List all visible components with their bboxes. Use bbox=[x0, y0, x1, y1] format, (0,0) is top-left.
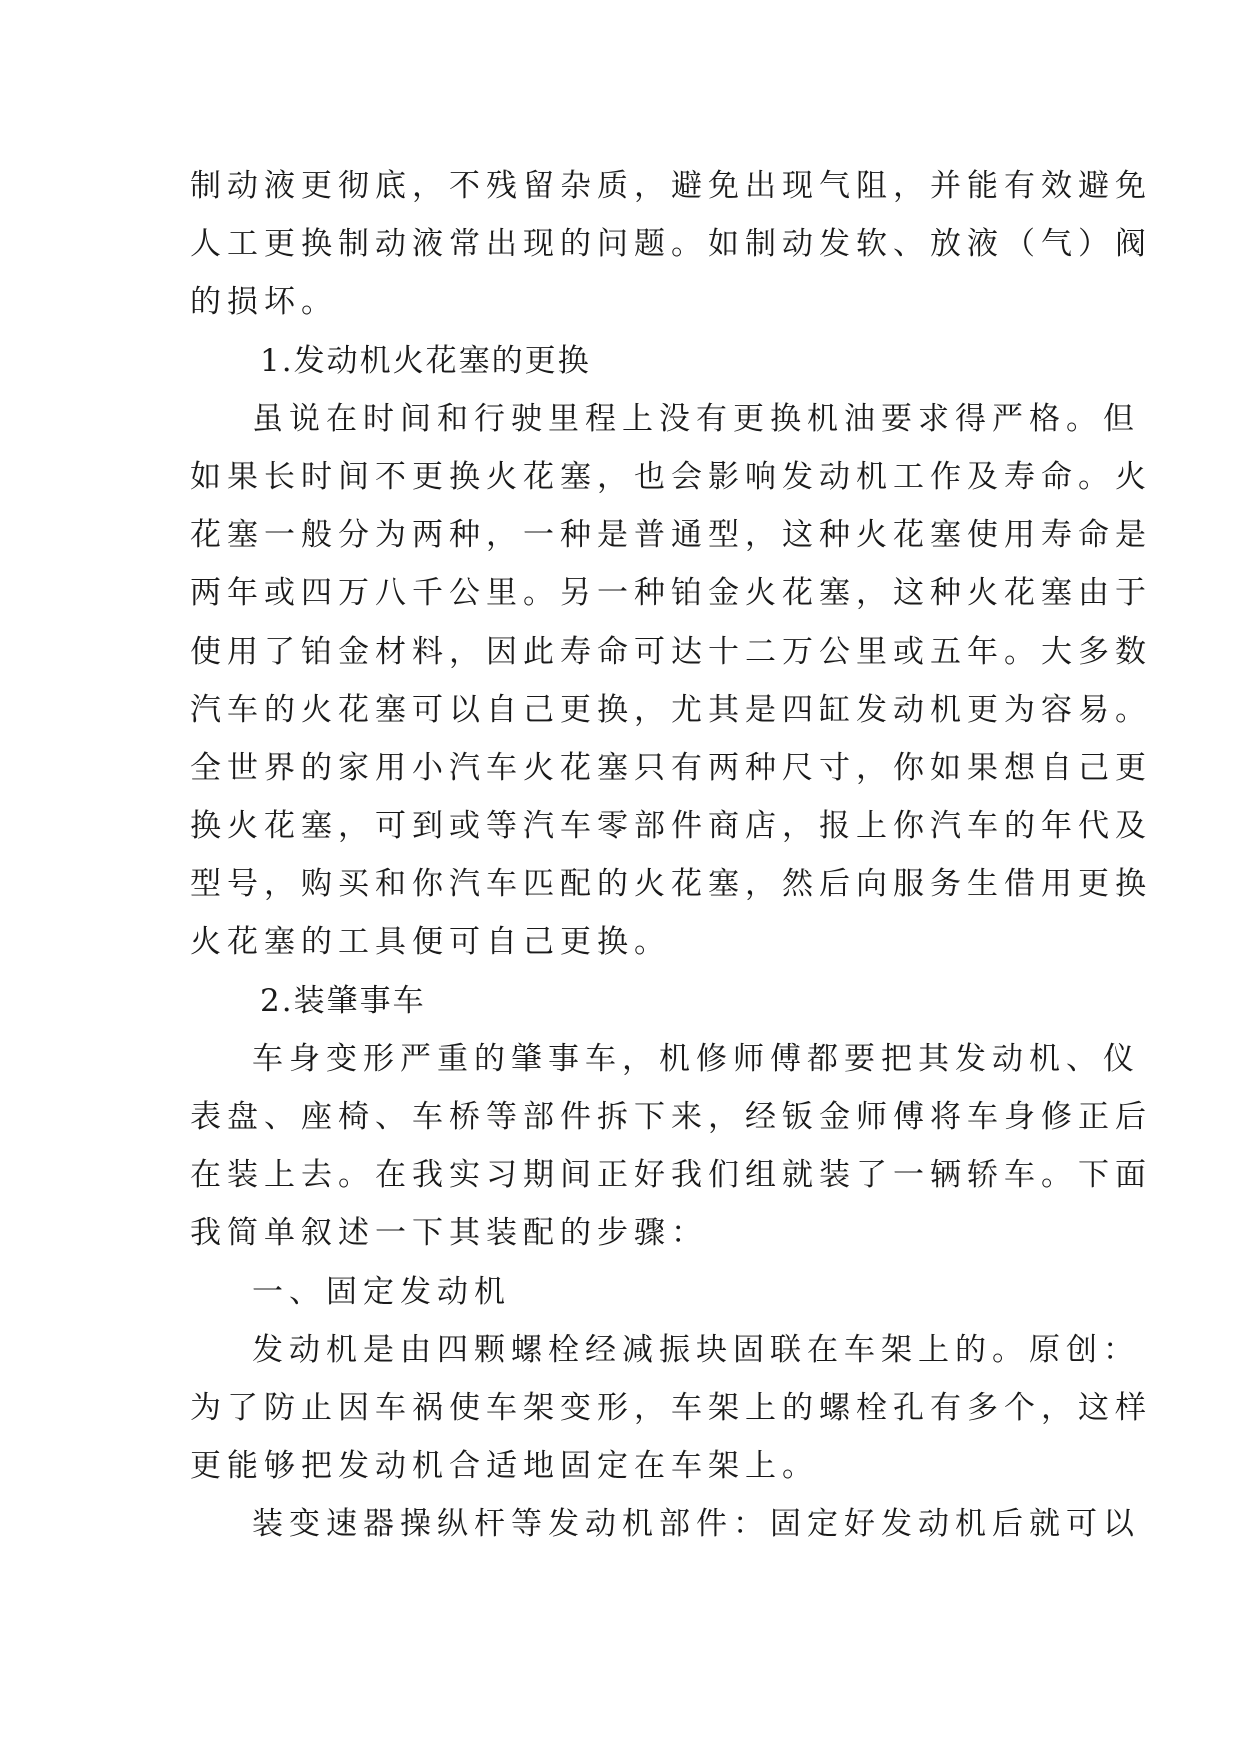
subsection-heading: 一、固定发动机 bbox=[252, 1273, 511, 1310]
text-line: 如果长时间不更换火花塞，也会影响发动机工作及寿命。火 bbox=[190, 458, 1152, 495]
text-line: 表盘、座椅、车桥等部件拆下来，经钣金师傅将车身修正后 bbox=[190, 1099, 1152, 1135]
text-line: 人工更换制动液常出现的问题。如制动发软、放液（气）阀 bbox=[190, 226, 1152, 263]
text-line: 的损坏。 bbox=[190, 284, 338, 321]
section-heading: 2.装肇事车 bbox=[260, 982, 426, 1019]
section-heading: 1.发动机火花塞的更换 bbox=[260, 342, 591, 379]
text-line: 车身变形严重的肇事车，机修师傅都要把其发动机、仪 bbox=[252, 1040, 1140, 1077]
text-line: 在装上去。在我实习期间正好我们组就装了一辆轿车。下面 bbox=[190, 1157, 1152, 1194]
text-line: 使用了铂金材料，因此寿命可达十二万公里或五年。大多数 bbox=[190, 633, 1152, 670]
text-line: 发动机是由四颗螺栓经减振块固联在车架上的。原创： bbox=[252, 1331, 1140, 1368]
text-line: 我简单叙述一下其装配的步骤： bbox=[190, 1215, 708, 1252]
text-line: 装变速器操纵杆等发动机部件：固定好发动机后就可以 bbox=[252, 1506, 1140, 1543]
text-line: 虽说在时间和行驶里程上没有更换机油要求得严格。但 bbox=[252, 400, 1140, 437]
text-line: 火花塞的工具便可自己更换。 bbox=[190, 924, 671, 961]
text-line: 型号，购买和你汽车匹配的火花塞，然后向服务生借用更换 bbox=[190, 866, 1152, 903]
text-line: 更能够把发动机合适地固定在车架上。 bbox=[190, 1448, 819, 1485]
document-body bbox=[190, 157, 1152, 1554]
text-line: 制动液更彻底，不残留杂质，避免出现气阻，并能有效避免 bbox=[190, 168, 1152, 204]
text-line: 换火花塞，可到或等汽车零部件商店，报上你汽车的年代及 bbox=[190, 808, 1152, 845]
text-line: 汽车的火花塞可以自己更换，尤其是四缸发动机更为容易。 bbox=[190, 691, 1152, 728]
text-line: 花塞一般分为两种，一种是普通型，这种火花塞使用寿命是 bbox=[190, 517, 1152, 554]
text-line: 为了防止因车祸使车架变形，车架上的螺栓孔有多个，这样 bbox=[190, 1389, 1152, 1426]
text-line: 两年或四万八千公里。另一种铂金火花塞，这种火花塞由于 bbox=[190, 575, 1152, 612]
text-line: 全世界的家用小汽车火花塞只有两种尺寸，你如果想自己更 bbox=[190, 749, 1152, 786]
